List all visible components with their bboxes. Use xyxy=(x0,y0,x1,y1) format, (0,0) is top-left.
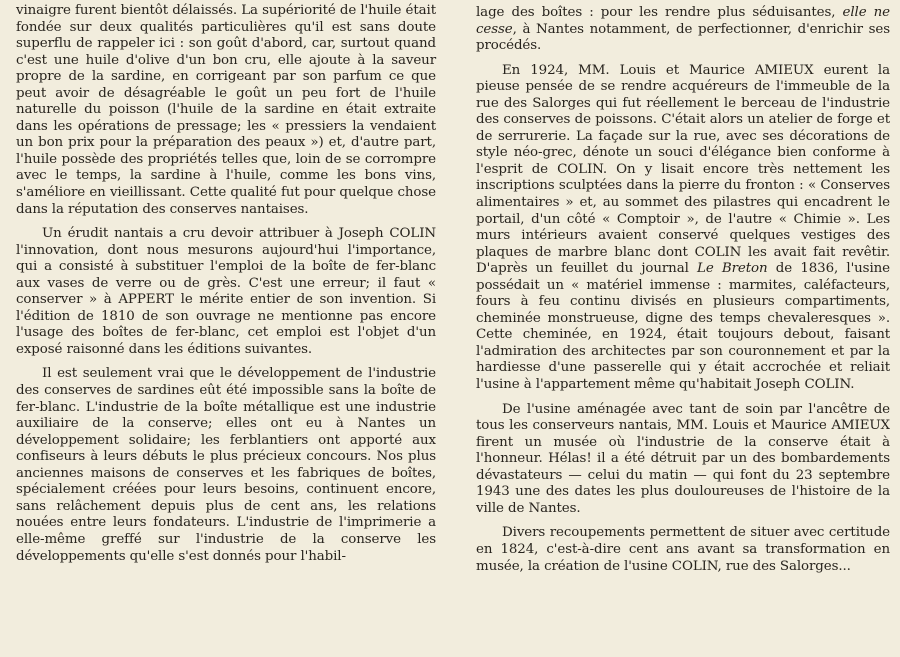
text-run-italic: elle ne cesse xyxy=(476,5,890,37)
paragraph xyxy=(476,525,890,575)
left-column xyxy=(16,3,436,657)
paragraph xyxy=(476,63,890,394)
text-run: Il est seulement vrai que le développement de l'industrie des conserves de sardines eût été impossible sans la boîte de fer-blanc. L'industrie de la boîte métallique est une industrie auxiliaire de la conserve; elles ont eu à Nantes un développement solidaire; les ferblantiers ont apporté aux confiseurs à leurs débuts le plus précieux concours. Nos plus anciennes maisons de conserves et les fabriques de boîtes, spécialement créées pour leurs besoins, continuent encore, sans relâchement depuis plus de cent ans, les relations nouées entre leurs fondateurs. L'industrie de l'imprimerie a elle-même greffé sur l'industrie de la conserve les développements qu'elle s'est donnés pour l'habil- xyxy=(16,366,436,564)
paragraph xyxy=(16,226,436,358)
paragraph xyxy=(16,366,436,565)
text-run: Un érudit nantais a cru devoir attribuer à Joseph COLIN l'innovation, dont nous mesurons aujourd'hui l'importance, qui a consisté à substituer l'emploi de la boîte de fer-blanc aux vases de verre ou de grès. C'est une erreur; il faut « conserver » à APPERT le mérite entier de son invention. Si l'édition de 1810 de son ouvrage ne mentionne pas encore l'usage des boîtes de fer-blanc, cet emploi est l'objet d'un exposé raisonné dans les éditions suivantes. xyxy=(16,226,436,357)
right-column xyxy=(476,3,890,657)
text-run: de 1836, l'usine possédait un « matériel immense : marmites, caléfacteurs, fours à feu continu divisés en plusieurs compartiments, cheminée monstrueuse, digne des temps chevaleresques ». Cette cheminée, en 1924, était toujours debout, faisant l'admiration des architectes par son couronnement et par la hardiesse d'une passerelle qui y était accrochée et reliait l'usine à l'appartement même qu'habitait Joseph COLIN. xyxy=(476,261,890,393)
paragraph xyxy=(476,402,890,518)
text-run: De l'usine aménagée avec tant de soin par l'ancêtre de tous les conserveurs nantais, MM. Louis et Maurice AMIEUX firent un musée où l'industrie de la conserve était à l'honneur. Hélas! il a été détruit par un des bombardements dévastateurs — celui du matin — qui font du 23 septembre 1943 une des dates les plus douloureuses de l'histoire de la ville de Nantes. xyxy=(476,401,890,516)
text-run: lage des boîtes : pour les rendre plus séduisantes, xyxy=(476,5,843,20)
text-run: vinaigre furent bientôt délaissés. La supériorité de l'huile était fondée sur deux qualités particulières qu'il est sans doute superflu de rappeler ici : son goût d'abord, car, surtout quand c'est une huile d'olive d'un bon cru, elle ajoute à la saveur propre de la sardine, en corrigeant par son parfum ce que peut avoir de désagréable le goût un peu fort de l'huile naturelle du poisson (l'huile de la sardine en était extraite dans les opérations de pressage; les « pressiers la vendaient un bon prix pour la préparation des peaux ») et, d'autre part, l'huile possède des propriétés telles que, loin de se corrompre avec le temps, la sardine à l'huile, comme les bons vins, s'améliore en vieillissant. Cette qualité fut pour quelque chose dans la réputation des conserves nantaises. xyxy=(16,3,436,217)
paragraph xyxy=(16,3,436,218)
text-run-italic: Le Breton xyxy=(697,261,768,277)
text-run: , à Nantes notamment, de perfectionner, d'enrichir ses procédés. xyxy=(476,21,890,54)
text-run: En 1924, MM. Louis et Maurice AMIEUX eurent la pieuse pensée de se rendre acquéreurs de l'immeuble de la rue des Salorges qui fut réellement le berceau de l'industrie des conserves de poissons. C'était alors un atelier de forge et de serrurerie. La façade sur la rue, avec ses décorations de style néo-grec, dénote un souci d'élégance bien conforme à l'esprit de COLIN. On y lisait encore très nettement les inscriptions sculptées dans la pierre du fronton : « Conserves alimentaires » et, au sommet des pilastres qui encadrent le portail, d'un côté « Comptoir », de l'autre « Chimie ». Les murs intérieurs avaient conservé quelques vestiges des plaques de marbre blanc dont COLIN les avait fait revêtir. D'après un feuillet du journal xyxy=(476,62,890,277)
paragraph xyxy=(476,5,890,55)
text-run: Divers recoupements permettent de situer avec certitude en 1824, c'est-à-dire cent ans avant sa transformation en musée, la création de l'usine COLIN, rue des Salorges... xyxy=(476,525,890,574)
